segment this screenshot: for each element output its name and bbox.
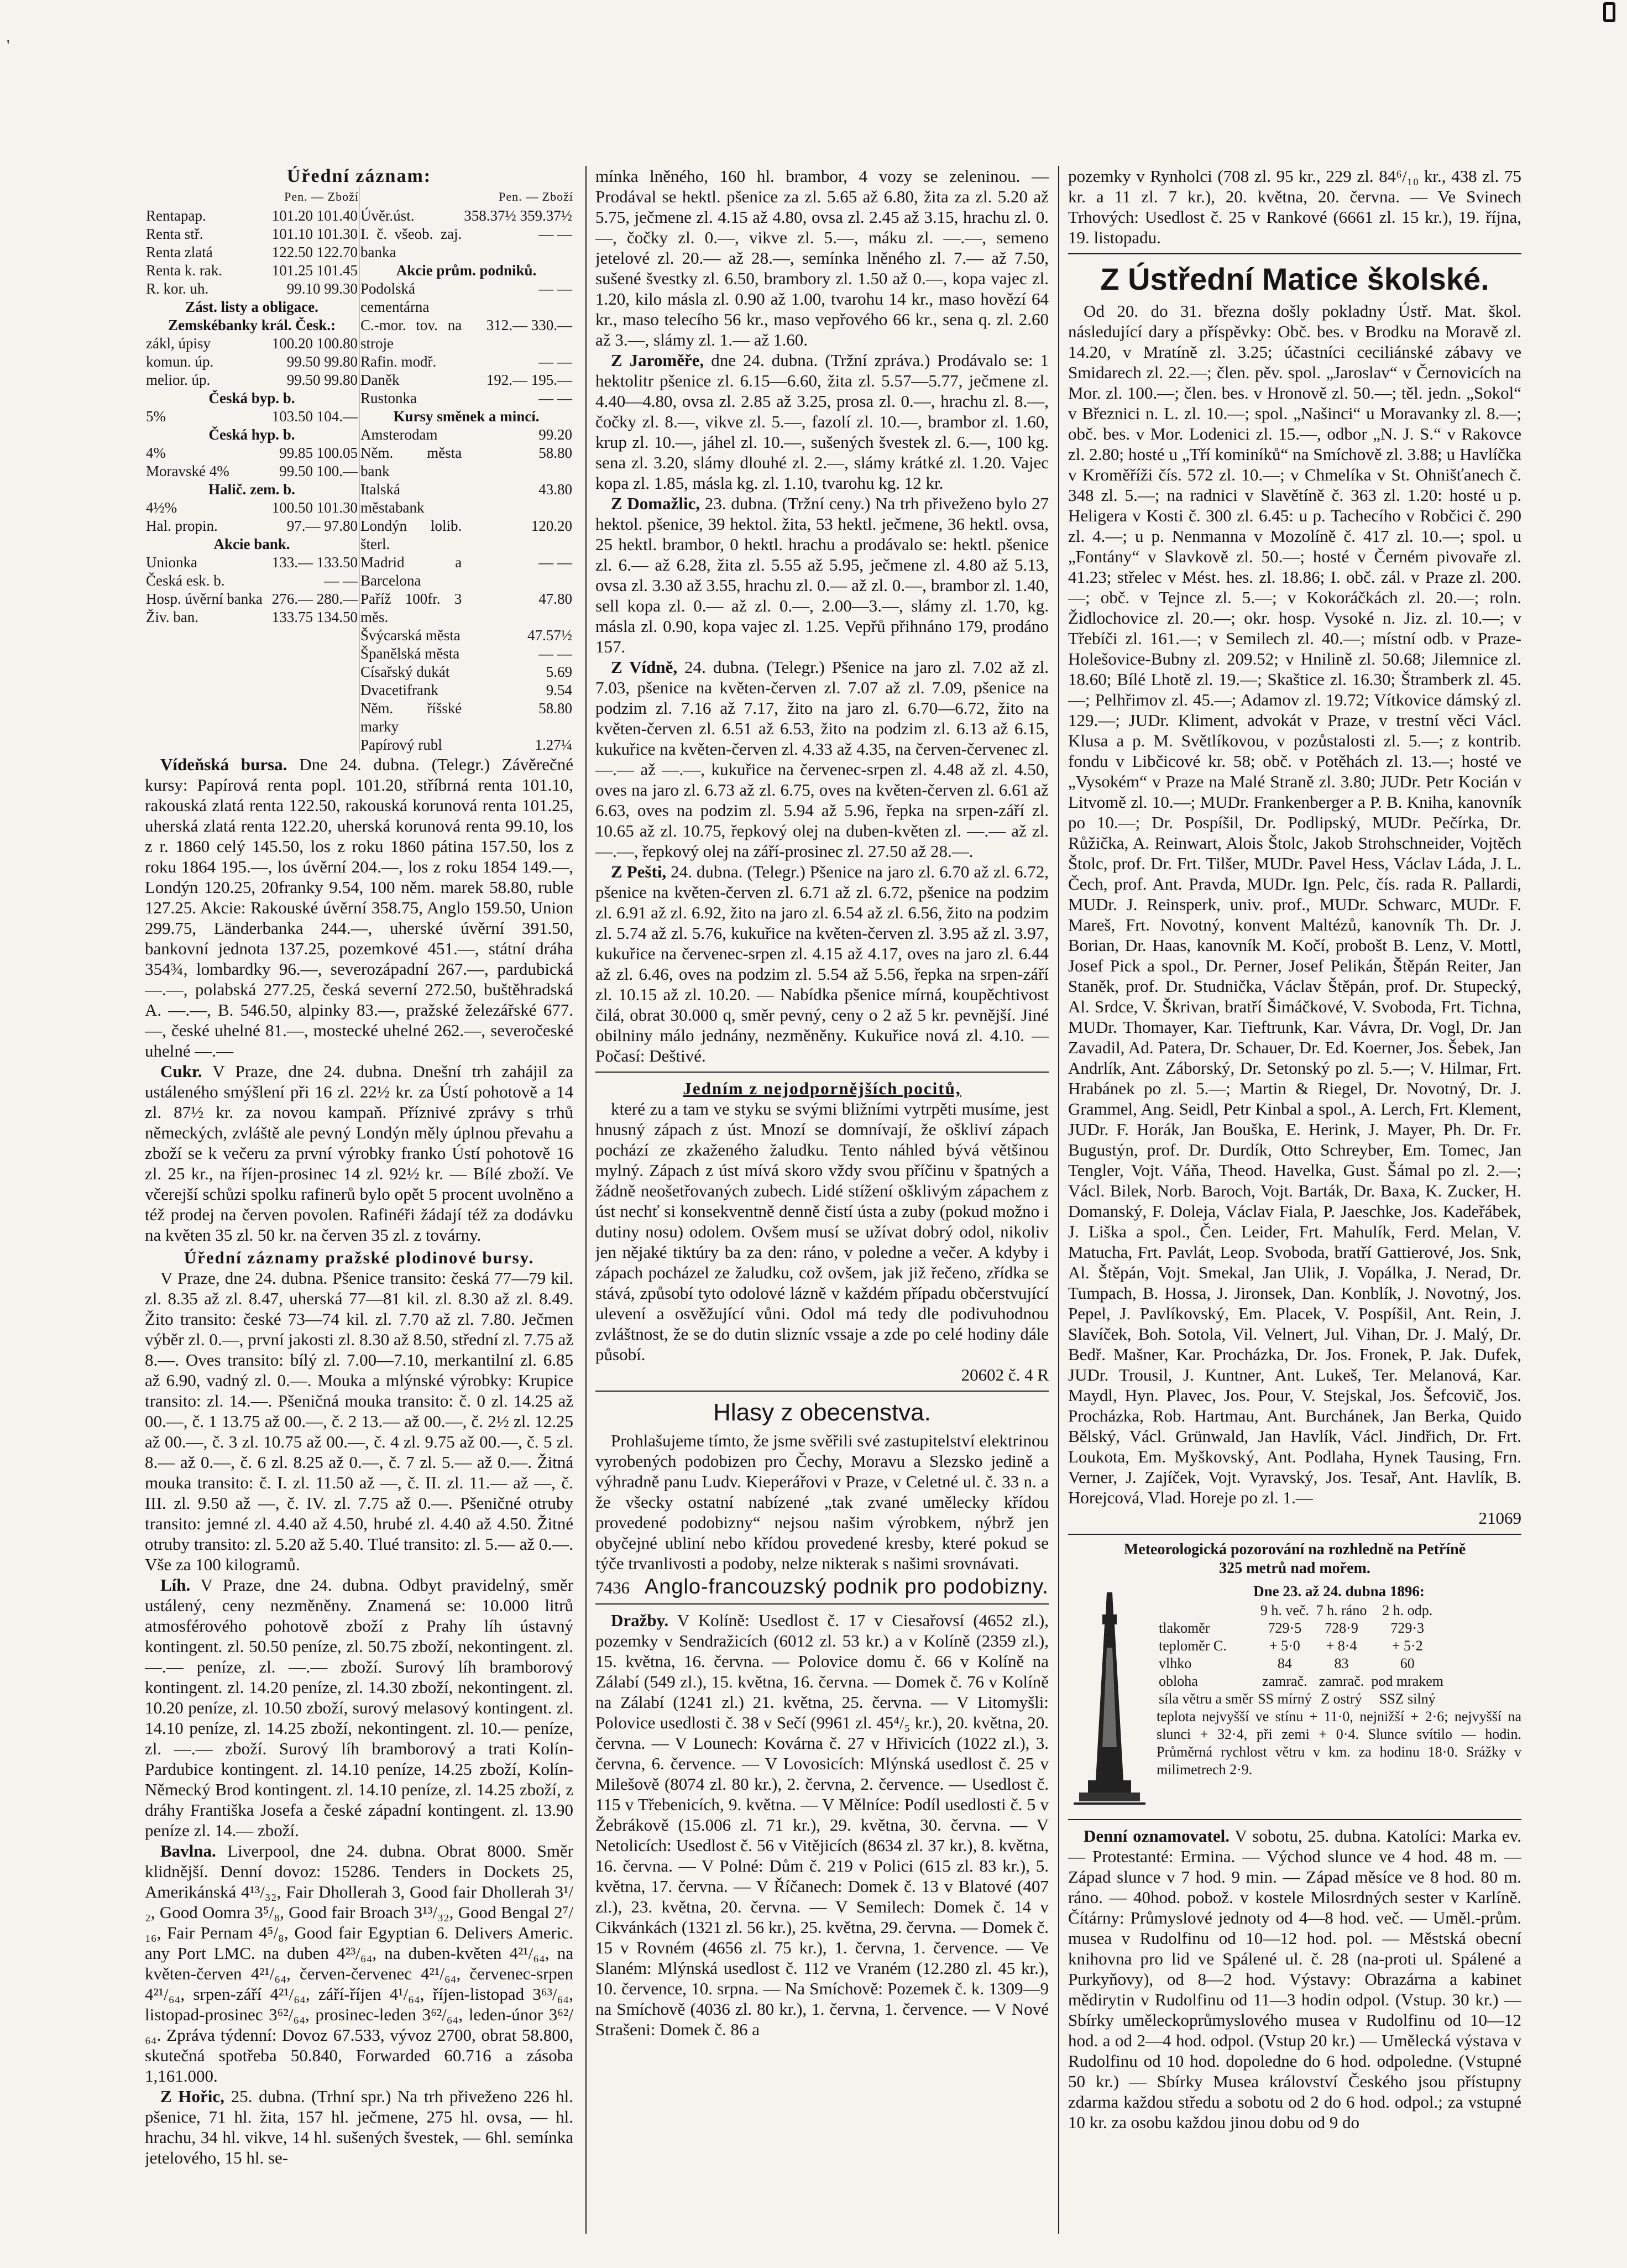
rate-row [145, 444, 359, 462]
rate-label: 5% [146, 408, 166, 425]
column-rule-2 [1058, 166, 1059, 2234]
meteo-data [1157, 1581, 1521, 1814]
meteo-value: SSZ silný [1379, 1691, 1436, 1707]
meteo-date: Dne 23. až 24. dubna 1896: [1253, 1583, 1425, 1600]
rate-label: Něm. města bank [360, 445, 462, 479]
rate-value: 276.— 280.— [271, 590, 358, 607]
rate-value: 99.85 100.05 [279, 445, 358, 461]
rate-label: melior. úp. [146, 372, 211, 388]
rate-label: Císařský dukát [360, 663, 450, 680]
matice-text: Od 20. do 31. března došly pokladny Ústř. Mat. škol. následující dary a příspěvky: Obč. bes. v Brodku na Moravě zl. 14.20, v Mratíně zl. 3.25; účastníci ceciliánské zábavy ve Smidarech zl. 22.—; člen. pěv. spol. „Jaroslav“ v Černovicích na Mor. zl. 100.—; člen. bes. v Hronově zl. 50.—; těl. jedn. „Sokol“ v Březnici n. L. zl. 10.—; spol. „Našinci“ u Moravanky zl. 8.—; obč. bes. v Mor. Lodenici zl. 15.—, odbor „N. J. S.“ v Rakovce zl. 2.80; hosté u „Tří kominíků“ na Smíchově zl. 3.88; u Havlíčka v Kroměříži čís. 572 zl. 10.—; v Chmelíka v St. Ohnišťanech č. 348 zl. 5.—; na radnici v Slavětíně č. 363 zl. 1.20: hosté u p. Heligera v Kosti č. 300 zl. 6.45: u p. Tachecího v Robčici č. 290 zl. 4.—; u p. Nenmanna v Mozolíně č. 417 zl. 10.—; spol. u „Fontány“ v Slavkově zl. 50.—; hosté v Černém pivovaře zl. 41.23; střelec v Mést. hes. zl. 18.86; I. obč. zál. v Praze zl. 200.—; obč. v Tejnce zl. 5.—; v Kokoráčkách zl. 20.—; roln. Židlochovice zl. 20.—; okr. hosp. Vysoké n. Jiz. zl. 10.—; v Třebíči zl. 161.—; v Semilech zl. 40.—; místní odb. v Praze-Holešovice-Bubny zl. 209.52; v Hnilině zl. 50.68; Jilemnice zl. 18.60; Bílé Lhotě zl. 19.—; Skaštice zl. 16.30; Štramberk zl. 45.—; Pelhřimov zl. 45.—; Adamov zl. 19.72; Vítkovice dámský zl. 129.—; JUDr. Kliment, advokát v Praze, v trestní věci Václ. Klusa a p. M. Světlíkovou, v pozůstalosti zl. 5.—; z kontrib. fondu v Libčicové kr. 58; obč. v Potěhách zl. 13.—; hosté ve „Vysokém“ v Praze na Malé Straně zl. 3.80; JUDr. Petr Kocián v Litvomě zl. 10.—; MUDr. Frankenberger a P. B. Kniha, kanovník po 10.—; Dr. Pospíšil, Dr. Podlipský, MUDr. Pečírka, Dr. Růžička, A. Reinwart, Alois Štolc, Jakob Strohschneider, Vojtěch Štolc, prof. Dr. Frt. Tilšer, MUDr. Pavel Hess, Václav Láda, J. L. Čech, prof. Ant. Pravda, MUDr. Ign. Pelc, čís. rada R. Pallardi, MUDr. J. Reinsperk, univ. prof., MUDr. Schwarc, MUDr. F. Mareš, Frt. Novotný, konvent Maltézů, kanovník Th. Dr. J. Borian, Dr. Haas, kanovník M. Kočí, probošt B. Lenz, V. Mottl, Josef Pick a spol., Dr. Perner, Josef Pelikán, Štěpán Reiter, Jan Staněk, prof. Dr. Studnička, Václav Štěpán, prof. Dr. Stupecký, Al. Srdce, V. Škrivan, bratří Šimáčkové, V. Svoboda, Frt. Tichna, MUDr. Thomayer, Kar. Tieftrunk, Kar. Vávra, Dr. Vogl, Dr. Jan Zavadil, Ad. Patera, Dr. Schauer, Dr. Ed. Koerner, Jos. Šebek, Jan Andrlík, Ant. Záborský, Dr. Setonský po zl. 5.—; V. Hilmar, Frt. Hrabánek po zl. 5.—; Martin & Riegel, Dr. Novotný, Dr. J. Grammel, Ang. Seidl, Petr Kinbal a spol., A. Lerch, Frt. Klement, JUDr. F. Horák, Jan Bouška, E. Herink, J. Mayer, Ph. Dr. Fr. Bugustýn, prof. Dr. Durdík, Otto Schreyber, Em. Tomec, Jan Tengler, Vojt. Váňa, Theod. Havelka, Gust. Šámal po zl. 2.—; Václ. Bilek, Norb. Baroch, Vojt. Barták, Dr. Baxa, K. Zucker, H. Domanský, F. Doleja, Václav Fiala, P. Jaeschke, Jos. Kadeřábek, J. Liška a spol., Čen. Leider, Frt. Mahulík, Ferd. Melan, V. Matucha, Frt. Pavlát, Leop. Svoboda, bratří Gattierové, Jos. Snk, Al. Štěpán, Vojt. Smekal, Jan Ulik, J. Vopálka, J. Nerad, Dr. Tumpach, B. Hossa, J. Jironsek, Dan. Konblík, J. Novotný, Jos. Pepel, J. Pavlíkovský, Em. Placek, V. Pospíšil, Ant. Rein, J. Slavíček, Boh. Sotola, Vil. Velnert, Jul. Vihan, Dr. J. Malý, Dr. Bedř. Mašner, Kar. Procházka, Dr. Jos. Fronek, P. Jak. Dufek, JUDr. Trousil, J. Kuntner, Ant. Lukeš, Ter. Melanová, Kar. Maydl, Hyn. Plavec, Jos. Pour, V. Stejskal, Jos. Šefcovič, Jos. Procházka, Rob. Hartmau, Ant. Burchánek, Jan Berka, Quido Bělský, Václ. Grünwald, Jan Havlík, Václ. Jindřich, Dr. Frt. Loukota, Em. Myškovský, Ant. Podlaha, Hynek Tausing, Frn. Verner, J. Zajíček, Vojt. Vyravský, Jos. Tesař, Ant. Havlík, B. Horejcová, Vlad. Horeje po zl. 1.— [1068, 301, 1521, 1507]
rate-label: Londýn lolib. šterl. [360, 518, 462, 552]
rates-left-block [145, 186, 359, 754]
column-1 [145, 166, 573, 2234]
spirit-paragraph [145, 1575, 573, 1841]
column-2 [595, 166, 1049, 2234]
vienna-grain-text: 24. dubna. (Telegr.) Pšenice na jaro zl. 7.02 až zl. 7.03, pšenice na květen-červen zl. 7.07 až zl. 7.09, pšenice na podzim zl. 7.16 až 7.17, žito na jaro zl. 6.70—6.72, žito na květen-červen zl. 6.51 až 6.53, žito na podzim zl. 6.13 až 6.15, kukuřice na květen-červen zl. 4.33 až 4.35, na červen-červenec zl. —.— až —.—, kukuřice na červenec-srpen zl. 4.48 až zl. 4.50, oves na jaro zl. 6.73 až zl. 6.75, oves na květen-červen zl. 6.61 až 6.63, oves na podzim zl. 5.94 až 5.96, řepka na srpen-září zl. 10.65 až zl. 10.75, řepkový olej na duben-květen zl. —.— až zl. —.—, řepkový olej na září-prosinec zl. 27.50 až 28.—. [595, 657, 1049, 861]
rate-value: 122.50 122.70 [271, 244, 358, 260]
domazlice-text: 23. dubna. (Tržní ceny.) Na trh přiveženo bylo 27 hektol. pšenice, 39 hektol. žita, 53 hektl. ječmene, 36 hektl. ovsa, 25 hektl. brambor, 0 hektl. hrachu a prodávalo se: hektl. pšenice zl. 6.— až 6.28, žita zl. 5.55 až 5.95, ječmene zl. 4.80 až 5.13, ovsa zl. 3.30 až 3.55, hrachu zl. 0.— až zl. 0.—, brambor zl. 1.40, sell kopa zl. 0.— až zl. 0.—, 2.00—3.—, slámy zl. 1.70, kg. másla zl. 0.90, kopa vajec zl. 1.25. Vepřů přihnáno 179, prodáno 157. [595, 494, 1049, 656]
vienna-bourse-heading: Vídeňská bursa. [160, 755, 287, 774]
rate-label: Papírový rubl [360, 736, 442, 753]
column-rule-1 [585, 166, 587, 2234]
rate-value: 9.54 [546, 682, 572, 698]
rate-row [359, 480, 573, 517]
rate-label: Hosp. úvěrní banka [146, 590, 263, 607]
rate-row [359, 444, 573, 480]
rate-value: — — [538, 226, 572, 242]
rate-label: Halič. zem. b. [208, 481, 295, 498]
sugar-paragraph [145, 1061, 573, 1245]
rate-value: 312.— 330.— [486, 317, 572, 333]
advert-portraits-ref: 7436 [595, 1578, 630, 1597]
horice-paragraph [145, 2086, 573, 2168]
meteo-value: zamrač. [1319, 1673, 1364, 1689]
rate-row [145, 298, 359, 316]
rate-label: zákl, úpisy [146, 335, 211, 352]
rate-row [359, 699, 573, 736]
rate-label: Česká byp. b. [208, 390, 295, 406]
rate-label: Amsterodam [360, 426, 438, 443]
spirit-heading: Líh. [160, 1575, 191, 1595]
pest-text: 24. dubna. (Telegr.) Pšenice na jaro zl. 6.70 až zl. 6.72, pšenice na květen-červen zl. 6.71 až zl. 6.72, pšenice na podzim zl. 6.91 až zl. 6.92, žito na jaro zl. 6.54 až zl. 6.56, žito na podzim zl. 5.74 až zl. 5.76, kukuřice na květen-červen zl. 3.95 až zl. 3.97, kukuřice na červenec-srpen zl. 4.15 až 4.17, oves na jaro zl. 6.44 až zl. 6.46, oves na podzim zl. 5.54 až 5.56, řepka na srpen-září zl. 10.15 až zl. 10.20. — Nabídka pšenice mírná, koupěchtivost čilá, obrat 30.000 q, směr pevný, ceny o 2 až 5 kr. pevnější. Jiné obilniny málo jednány, nezměněny. Kukuřice nová zl. 4.10. — Počasí: Deštivé. [595, 862, 1049, 1065]
meteo-value: 729·3 [1390, 1620, 1425, 1636]
scan-top-mark: ' [7, 36, 10, 55]
domazlice-paragraph [595, 493, 1049, 657]
rates-subhead-left: Pen. — Zboží [284, 190, 359, 203]
rate-label: 4½% [146, 499, 177, 516]
rates-left-table [145, 207, 359, 626]
rate-label: Zemskébanky král. Česk.: [168, 317, 336, 333]
meteo-col-header: 7 h. ráno [1316, 1602, 1367, 1618]
rate-row [359, 371, 573, 389]
pest-paragraph [595, 861, 1049, 1066]
separator [595, 1072, 1049, 1073]
rate-row [145, 225, 359, 243]
rate-label: Italská městabank [360, 481, 425, 516]
rate-row [359, 517, 573, 553]
rate-value: — — [538, 554, 572, 571]
vienna-bourse-text: Dne 24. dubna. (Telegr.) Závěrečné kursy: Papírová renta popl. 101.20, stříbrná renta 101.10, rakouská zlatá renta 122.50, rakouská korunová renta 101.25, uherská zlatá renta 122.20, uherská korunová renta 99.10, los z r. 1860 celý 145.50, los z roku 1860 pátina 157.50, los z roku 1864 195.—, los úvěrní 204.—, los z roku 1854 149.—, Londýn 120.25, 20franky 9.54, 100 něm. marek 58.80, ruble 127.25. Akcie: Rakouské úvěrní 358.75, Anglo 159.50, Union 299.75, Länderbanka 244.—, uherské úvěrní 391.50, bankovní jednota 137.25, pozemkové 451.—, státní dráha 354¾, lombardky 96.—, severozápadní 267.—, pardubická —.—, polabská 277.25, česká severní 272.50, buštěhradská A. —.—, B. 546.50, alpinky 83.—, pražské železářské 677.—, české uhelné 81.—, mostecké uhelné 262.—, severočeské uhelné —.— [145, 755, 573, 1060]
rate-label: Daněk [360, 372, 400, 388]
separator [1068, 253, 1521, 254]
column-3 [1068, 166, 1521, 2234]
rate-label: Renta zlatá [146, 244, 213, 260]
separator [595, 1603, 1049, 1605]
auction-continued: pozemky v Rynholci (708 zl. 95 kr., 229 zl. 84⁶/₁₀ kr., 438 zl. 75 kr. a 11 zl. 7 kr.), 20. května, 20. června. — Ve Svinech Trhových: Usedlost č. 25 v Rankové (6661 zl. 15 kr.), 19. října, 19. listopadu. [1068, 166, 1521, 247]
rate-value: 58.80 [538, 700, 572, 717]
cotton-text: Liverpool, dne 24. dubna. Obrat 8000. Směr klidnější. Denní dovoz: 15286. Tenders in Dockets 25, Amerikánská 4¹³/₃₂, Fair Dhollerah 3, Good fair Dhollerah 3¹/₂, Good Oomra 3⁵/₈, Good fair Broach 3¹³/₃₂, Good Bengal 2⁷/₁₆, Fair Pernam 4⁵/₈, Good fair Egyptian 6. Delivers Americ. any Port LMC. na duben 4²³/₆₄, na duben-květen 4²¹/₆₄, na květen-červen 4²¹/₆₄, červen-červenec 4²¹/₆₄, červenec-srpen 4²¹/₆₄, srpen-září 4²¹/₆₄, září-říjen 4¹/₆₄, říjen-listopad 3⁶³/₆₄, listopad-prosinec 3⁶²/₆₄, prosinec-leden 3⁶²/₆₄, leden-únor 3⁶²/₆₄. Zpráva týdenní: Dovoz 67.533, vývoz 2700, obrat 58.800, skutečná spotřeba 50.840, Forwarded 60.716 a zásoba 1,161.000. [145, 1841, 573, 2086]
meteo-row-label: vlhko [1159, 1655, 1192, 1671]
rate-row [145, 335, 359, 353]
rate-label: Něm. říšské marky [360, 700, 462, 735]
meteo-value: + 5·2 [1391, 1638, 1423, 1654]
advert-portraits-text: Prohlašujeme tímto, že jsme svěřili své zastupitelství elektrinou vyrobených podobizen pro Čechy, Moravu a Slezsko jedině a výhradně panu Ludv. Kieperářovi v Praze, v Celetné ul. č. 33 n. a že všecky ostatní nabízené „tak zvané umělecky křídou provedené podobizny“ nejsou našim výrobkem, nýbrž jen obyčejné ubliní nebo křídou provedené kresby, které pokud se týče trvanlivosti a podoby, nelze nikterak s našimi srovnávati. [595, 1431, 1049, 1573]
meteo-note: teplota nejvyšší ve stínu + 11·0, nejnižší + 2·6; nejvyšší na slunci + 32·4, při zemi + 0·4. Slunce svítilo — hodin. Průměrná rychlost větru v km. za hodinu 18·0. Srážky v milimetrech 2·9. [1157, 1708, 1521, 1778]
rate-row [359, 207, 573, 225]
vienna-bourse-paragraph [145, 754, 573, 1061]
rate-row [145, 316, 359, 335]
meteo-value: 728·9 [1325, 1620, 1358, 1636]
meteo-value: + 5·0 [1269, 1638, 1300, 1654]
newspaper-page [145, 166, 1521, 2234]
rate-label: Madrid a Barcelona [360, 554, 462, 589]
cotton-paragraph [145, 1841, 573, 2086]
meteo-row-label: teploměr C. [1159, 1638, 1227, 1654]
advert-portraits-firm: Anglo-francouzský podnik pro podobizny. [644, 1575, 1049, 1598]
rate-value: — — [538, 390, 572, 406]
meteo-value: Z ostrý [1321, 1691, 1362, 1707]
rate-row [359, 426, 573, 444]
advert-odol-heading: Jedním z nejodpornějších pocitů, [683, 1079, 961, 1098]
vienna-grain-paragraph [595, 657, 1049, 861]
meteo-row [1157, 1690, 1446, 1708]
rate-value: 47.80 [538, 590, 572, 607]
jaromer-text: dne 24. dubna. (Tržní zpráva.) Prodávalo se: 1 hektolitr pšenice zl. 6.15—6.60, žita zl. 5.57—5.77, ječmene zl. 4.40—4.80, ovsa zl. 2.85 až 3.25, prosa zl. 0.—, hrachu zl. 8.—, čočky zl. 8.—, vikve zl. 5.—, fazolí zl. 10.—, brambor zl. 1.60, krup zl. 10.—, jáhel zl. 10.—, sušených švestek zl. 6.—, 100 kg. sena zl. 3.20, slámy dlouhé zl. 2.—, slámy krátké zl. 1.20. Vajec kopa zl. 1.85, másla kg. zl. 1.10, tvarohu kg. 12 kr. [595, 351, 1049, 493]
meteo-row [1157, 1673, 1446, 1690]
rate-row [145, 535, 359, 553]
meteo-row [1157, 1655, 1446, 1673]
rate-row [359, 645, 573, 663]
rate-label: Akcie prům. podniků. [396, 262, 537, 279]
horice-heading: Z Hořic, [160, 2087, 224, 2106]
rate-row [359, 663, 573, 681]
rate-value: 358.37½ 359.37½ [464, 207, 572, 224]
rate-label: R. kor. uh. [146, 280, 209, 297]
rate-value: 99.10 99.30 [286, 280, 358, 297]
rate-label: Rentapap. [146, 207, 206, 224]
rate-value: 101.10 101.30 [271, 226, 358, 242]
grain-heading: Úřední záznamy pražské plodinové bursy. [184, 1248, 535, 1267]
rate-row [359, 736, 573, 754]
rate-row [145, 499, 359, 517]
meteo-value: 84 [1277, 1655, 1292, 1671]
rate-row [359, 316, 573, 353]
horice-text: 25. dubna. (Trhní spr.) Na trh přiveženo 226 hl. pšenice, 71 hl. žita, 157 hl. ječmene, 275 hl. ovsa, — hl. hrachu, 34 hl. vikve, 14 hl. sušených švestek, — 6hl. semínka jetelového, 15 hl. se- [145, 2087, 573, 2167]
rates-right-table [359, 207, 573, 754]
sugar-text: V Praze, dne 24. dubna. Dnešní trh zahájil za ustáleného smýšlení při 16 zl. 22½ kr. za Ústí pohotově a 14 zl. 87½ kr. za novou kampaň. Příznivé zprávy s trhů německých, zvláště ale pevný Londýn měly úplnou převahu a zboží se k večeru za první výrobky franko Ústí pohotově 16 zl. 25 kr., na říjen-prosinec 14 zl. 92½ kr. — Bílé zboží. Ve včerejší schůzi spolku rafinerů bylo opět 5 procent uvolněno a též prodej na červen povolen. Rafinéři žádají též za dodávku na květen 35 zl. 50 kr. na červen 35 zl. z továrny. [145, 1062, 573, 1245]
rate-row [359, 553, 573, 590]
advert-odol-ref: 20602 č. 4 R [961, 1365, 1049, 1384]
meteo-block [1068, 1581, 1521, 1814]
rate-label: komun. úp. [146, 353, 214, 370]
rate-label: Unionka [146, 554, 197, 571]
rate-row [359, 389, 573, 407]
rate-value: 1.27¼ [535, 736, 572, 753]
auction-heading: Dražby. [611, 1611, 669, 1630]
rate-value: 99.50 100.— [279, 463, 358, 479]
rate-value: 103.50 104.— [271, 408, 358, 425]
meteo-heading-1: Meteorologická pozorování na rozhledně na Petříně [1123, 1541, 1466, 1558]
rate-row [145, 608, 359, 626]
rate-row [145, 207, 359, 225]
rate-label: Zást. listy a obligace. [185, 299, 318, 315]
meteo-row-label: síla větru a směr [1159, 1691, 1254, 1707]
rate-label: Úvěr.úst. [360, 207, 415, 224]
rate-row [145, 553, 359, 572]
rate-value: 101.25 101.45 [271, 262, 358, 279]
meteo-value: pod mrakem [1371, 1673, 1444, 1689]
rate-label: Živ. ban. [146, 609, 198, 625]
auction-paragraph [595, 1610, 1049, 2040]
meteo-col-header: 9 h. več. [1260, 1602, 1309, 1618]
rate-value: 5.69 [546, 663, 572, 680]
meteo-value: + 8·4 [1326, 1638, 1357, 1654]
rate-label: I. č. všeob. zaj. banka [360, 226, 462, 260]
notices-text: V sobotu, 25. dubna. Katolíci: Marka ev. — Protestanté: Ermina. — Východ slunce ve 4 hod. 48 m. — Západ slunce v 7 hod. 9 min. — Západ měsíce ve 8 hod. 80 m. ráno. — 40hod. pobož. v kostele Milosrdných sester v Karlíně. Čítárny: Průmyslové jednoty od 4—8 hod. več. — Uměl.-prům. musea v Rudolfinu od 10—12 hod. pol. — Městská obecní knihovna pro lid ve Spálené ul. č. 28 (na-proti ul. Spálené a Purkyňovy), od 8—2 hod. Výstavy: Obrazárna a kabinet mědirytin v Rudolfinu od 11—3 hodin odpol. (Vstup. 30 kr.) — Sbírky uměleckoprůmyslového musea v Rudolfinu od 10—12 hod. a od 2—4 hod. odpol. (Vstup 20 kr.) — Umělecká výstava v Rudolfinu od 10 hod. dopoledne do 6 hod. odpoledne. (Vstupné 50 kr.) — Sbírky Musea království Českého jsou přístupny zdarma každou středu a sobotu od 2 do 6 hod. odpol.; za vstupné 10 kr. za osobu každou jinou dobu od 9 do [1068, 1826, 1521, 2132]
rate-row [359, 353, 573, 371]
petrin-tower-icon [1068, 1581, 1151, 1814]
rate-label: Španělská města [360, 645, 460, 662]
notices-heading: Denní oznamovatel. [1084, 1826, 1230, 1846]
rate-label: Akcie bank. [213, 536, 290, 552]
advert-odol-text: které zu a tam ve styku se svými bližními vytrpěti musíme, jest hnusný zápach z úst. Mnozí se domnívají, že oškliví zápach pochází ze zkaženého žaludku. Tento náhled bývá většinou mylný. Zápach z úst mívá skoro vždy svou příčinu v špatných a žádně neošetřovaných zubech. Lidé stížení ošklivým zápachem z úst nechť si konsekventně denně čistí ústa a zuby (pokud možno i dutiny nosu) odolem. Ovšem musí se užívat dobrý odol, nikoliv jen nějaké tiktúry ba za den: ráno, v poledne a večer. A kdyby i zápach pocházel ze žaludku, což ovšem, jak již řečeno, zřídka se stává, způsobí tyto odolové lázně v každém případu občerstvující ulevení a osvěžující vůni. Odol má tedy dle podivuhodnou zvláštnost, že se do dutin slizníc vssaje a zde po celé hodiny dále působí. [595, 1099, 1049, 1364]
rate-label: Rustonka [360, 390, 417, 406]
rate-value: 99.50 99.80 [286, 353, 358, 370]
rate-row [359, 681, 573, 699]
rate-row [145, 280, 359, 298]
spirit-text: V Praze, dne 24. dubna. Odbyt pravidelný, směr ustálený, ceny nezměněny. Znamená se: 10.000 litrů atmosférového pohotově zboží z Prahy líh ústavný kontingent. zl. 50.50 peníze, zl. 50.75 zboží, nekontingent. zl. —.— peníze, zl. —.— zboží. Surový líh bramborový kontingent. zl. 14.20 peníze, zl. 14.30 zboží, nekontingent. zl. 10.20 peníze, zl. 10.50 zboží, surový melasový kontingent. zl. 14.10 peníze, zl. 14.25 zboží, nekontingent. zl. 10.— peníze, zl. —.— zboží. Surový líh bramborový a trati Kolín-Pardubice kontingent. zl. 14.10 peníze, 14.25 zboží, Kolín-Německý Brod kontingent. zl. 14.10 peníze, zl. 14.25 zboží, z dráhy Františka Josefa a české západní kontingent. zl. 13.90 peníze zl. 14.— zboží. [145, 1575, 573, 1840]
meteo-value: 83 [1334, 1655, 1349, 1671]
cotton-heading: Bavlna. [160, 1841, 216, 1861]
rate-value: 120.20 [531, 518, 572, 534]
rate-label: Česká esk. b. [146, 572, 225, 589]
matice-ref: 21069 [1478, 1508, 1521, 1528]
rate-row [145, 426, 359, 444]
meteo-row-label: tlakoměr [1159, 1620, 1210, 1636]
notices-paragraph [1068, 1826, 1521, 2133]
rate-row [145, 517, 359, 535]
advert-portraits-title: Hlasy z obecenstva. [713, 1399, 931, 1426]
rate-row [145, 590, 359, 608]
rates-subhead-right: Pen. — Zboží [499, 190, 573, 203]
rate-label: Rafin. modř. [360, 353, 437, 370]
rate-row [145, 407, 359, 426]
meteo-heading-2: 325 metrů nad mořem. [1219, 1560, 1370, 1577]
rate-label: Hal. propin. [146, 518, 218, 534]
rate-value: 47.57½ [527, 627, 572, 644]
rate-row [145, 262, 359, 280]
domazlice-heading: Z Domažlic, [611, 494, 700, 513]
scan-corner-mark [1603, 2, 1615, 22]
meteo-row [1157, 1637, 1446, 1655]
meteo-row-label: obloha [1159, 1673, 1198, 1689]
meteo-value: zamrač. [1262, 1673, 1307, 1689]
meteo-table [1157, 1602, 1446, 1708]
rate-row [145, 462, 359, 480]
vienna-grain-heading: Z Vídně, [611, 657, 678, 677]
rate-row [145, 243, 359, 262]
rates-right-block [359, 186, 573, 754]
rate-value: — — [538, 353, 572, 370]
rate-label: Kursy směnek a mincí. [393, 408, 540, 425]
rate-row [145, 353, 359, 371]
grain-text: V Praze, dne 24. dubna. Pšenice transito: česká 77—79 kil. zl. 8.35 až zl. 8.47, uherská 77—81 kil. zl. 8.30 až zl. 8.49. Žito transito: české 73—74 kil. zl. 7.70 až zl. 7.80. Ječmen výběr zl. 0.—, první jakosti zl. 8.30 až 8.50, střední zl. 7.75 až 8.—. Oves transito: bílý zl. 7.00—7.10, merkantilní zl. 6.85 až 6.90, vadný zl. 0.—. Mouka a mlýnské výrobky: Krupice transito: zl. 14.—. Pšeničná mouka transito: č. 0 zl. 14.25 až 00.—, č. 1 13.75 až 00.—, č. 2 13.— až 00.—, č. 2½ zl. 12.25 až 00.—, č. 3 zl. 10.75 až 00.—, č. 4 zl. 9.75 až 00.—, č. 5 zl. 8.— až 0.—, č. 6 zl. 8.25 až 0.—, č. 7 zl. 5.— až 0.—. Žitná mouka transito: č. I. zl. 11.50 až —, č. II. zl. 11.— až —, č. III. zl. 9.50 až —, č. IV. zl. 7.75 až 0.—. Pšeničné otruby transito: jemné zl. 4.40 až 4.50, hrubé zl. 4.40 až 4.50. Žitné otruby transito: zl. 5.20 až 5.40. Tlué transito: zl. 5.— až 0.—. Vše za 100 kilogramů. [145, 1268, 573, 1574]
rate-label: Dvacetifrank [360, 682, 438, 698]
rate-value: 133.75 134.50 [271, 609, 358, 625]
meteo-value: SS mírný [1258, 1691, 1312, 1707]
rate-row [145, 389, 359, 407]
rate-label: 4% [146, 445, 166, 461]
rate-value: — — [538, 280, 572, 297]
meteo-col-header: 2 h. odp. [1382, 1602, 1433, 1618]
rate-row [145, 480, 359, 499]
meteo-row [1157, 1619, 1446, 1637]
rate-value: 100.50 101.30 [271, 499, 358, 516]
jaromer-paragraph [595, 350, 1049, 493]
rate-label: Moravské 4% [146, 463, 229, 479]
advert-portraits-footer [595, 1577, 1049, 1598]
rate-value: 101.20 101.40 [271, 207, 358, 224]
rate-value: 133.— 133.50 [271, 554, 358, 571]
rate-row [359, 225, 573, 262]
rate-label: Česká hyp. b. [208, 426, 295, 443]
rate-row [145, 572, 359, 590]
separator [1068, 1819, 1521, 1820]
rate-row [145, 371, 359, 389]
jaromer-heading: Z Jaroměře, [611, 351, 704, 370]
meteo-value: 60 [1400, 1655, 1415, 1671]
petrin-tower-illustration [1068, 1581, 1151, 1814]
rate-value: 97.— 97.80 [286, 518, 358, 534]
rate-value: — — [538, 645, 572, 662]
rate-row [359, 626, 573, 645]
matice-title: Z Ústřední Matice školské. [1100, 262, 1489, 296]
rates-heading: Úřední záznam: [286, 166, 432, 186]
rate-value: — — [324, 572, 358, 589]
rate-label: Švýcarská města [360, 627, 461, 644]
separator [595, 1391, 1049, 1392]
rate-value: 43.80 [538, 481, 572, 498]
rate-label: Paříž 100fr. 3 měs. [360, 590, 462, 625]
rate-row [359, 590, 573, 626]
rate-label: Renta stř. [146, 226, 203, 242]
market-text-1: mínka lněného, 160 hl. brambor, 4 vozy se zeleninou. — Prodával se hektl. pšenice za zl. 5.65 až 6.80, žita za zl. 5.20 až 5.75, ječmene zl. 4.15 až 4.80, ovsa zl. 2.45 až 3.15, hrachu zl. 0.—, čočky zl. 0.—, vikve zl. 5.—, máku zl. —.—, semeno jetelové zl. 20.— až 28.—, semínka lněného zl. 7.— až 7.50, sušené švestky zl. 6.50, brambory zl. 1.50 až 0.—, kopa vajec zl. 1.20, kilo másla zl. 0.90 až 1.00, tvarohu 14 kr., maso hovězí 64 kr., maso telecího 56 kr., maso vepřového 66 kr., sena q. zl. 2.60 až 3.—, slámy zl. 1.— až 1.60. [595, 166, 1049, 349]
rate-value: 99.20 [538, 426, 572, 443]
rate-label: Renta k. rak. [146, 262, 222, 279]
rate-row [359, 280, 573, 316]
sugar-heading: Cukr. [160, 1062, 202, 1081]
separator [1068, 1534, 1521, 1535]
rate-value: 99.50 99.80 [286, 372, 358, 388]
auction-text: V Kolíně: Usedlost č. 17 v Ciesařovsí (4652 zl.), pozemky v Sendražicích (6012 zl. 53 kr.) a v Kolíně (2359 zl.), 15. května, 16. června. — Polovice domu č. 66 v Kolíně na Zálabí (549 zl.), 15. května, 16. června. — Domek č. 76 v Kolíně na Zálabí (1241 zl.) 21. května, 25. června. — V Litomyšli: Polovice usedlosti č. 38 v Sečí (9961 zl. 45⁴/₅ kr.), 20. května, 20. června. — V Lounech: Kovárna č. 27 v Hřivicích (1022 zl.), 3. června, 6. července. — V Lovosicích: Mlýnská usedlost č. 25 v Milešově (8074 zl. 80 kr.), 2. června, 2. července. — Usedlost č. 115 v Třebenicích, 9. května. — V Mělníce: Podíl usedlosti č. 5 v Žebrákově (15.006 zl. 71 kr.), 29. května, 30. června. — V Netolicích: Usedlost č. 56 v Vitějicích (8634 zl. 37 kr.), 8. května, 16. června. — V Polné: Dům č. 219 v Polici (615 zl. 83 kr.), 5. května, 17. června. — V Říčanech: Domek č. 13 v Blatové (407 zl.), 23. května, 20. června. — V Semilech: Domek č. 14 v Cikvánkách (1321 zl. 56 kr.), 25. května, 29. června. — Domek č. 15 v Rovném (4656 zl. 75 kr.), 1. června, 1. července. — Ve Slaném: Mlýnská usedlost č. 112 ve Vraném (12.280 zl. 45 kr.), 10. července, 10. srpna. — Na Smíchově: Pozemek č. k. 1309—9 na Smíchově (4036 zl. 80 kr.), 1. června, 1. července. — V Nové Strašeni: Domek č. 86 a [595, 1611, 1049, 2039]
rate-label: Podolská cementárna [360, 280, 430, 315]
rate-row [359, 407, 573, 426]
meteo-value: 729·5 [1268, 1620, 1302, 1636]
rate-value: 100.20 100.80 [271, 335, 358, 352]
rate-value: 58.80 [538, 445, 572, 461]
rates-table-wrap [145, 186, 573, 754]
rate-row [359, 262, 573, 280]
rate-value: 192.— 195.— [486, 372, 572, 388]
rate-label: C.-mor. tov. na stroje [360, 317, 462, 352]
pest-heading: Z Pešti, [611, 862, 667, 881]
